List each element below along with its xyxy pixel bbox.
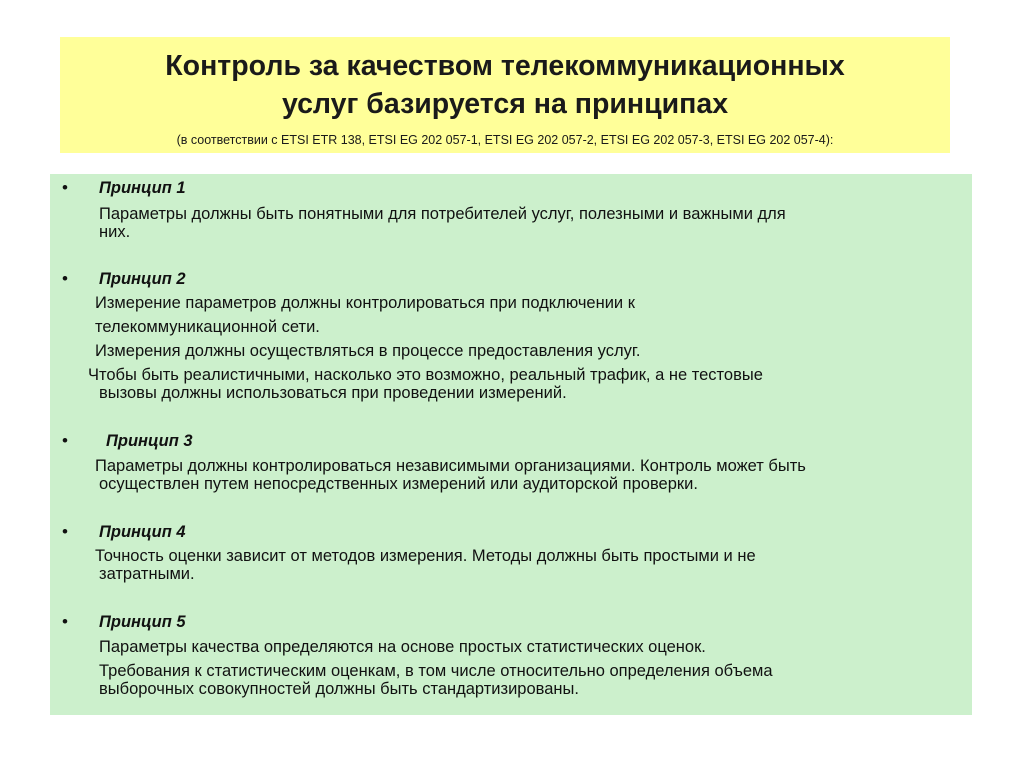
principles-box [50, 174, 972, 715]
principle-2-line-5: вызовы должны использоваться при проведении измерений. [99, 384, 567, 402]
principle-2-line-2: телекоммуникационной сети. [95, 318, 320, 336]
principle-1-heading: Принцип 1 [99, 179, 186, 197]
principle-5-line-3: выборочных совокупностей должны быть стандартизированы. [99, 680, 579, 698]
principle-2-line-4: Чтобы быть реалистичными, насколько это возможно, реальный трафик, а не тестовые [88, 366, 763, 384]
principle-3-line-1: Параметры должны контролироваться независимыми организациями. Контроль может быть [95, 457, 806, 475]
principle-1-line-2: них. [99, 223, 131, 241]
principle-5-line-2: Требования к статистическим оценкам, в том числе относительно определения объема [99, 662, 773, 680]
principle-3-line-2: осуществлен путем непосредственных измерений или аудиторской проверки. [99, 475, 698, 493]
principle-1-line-1: Параметры должны быть понятными для потребителей услуг, полезными и важными для [99, 205, 786, 223]
bullet-icon: • [62, 522, 68, 541]
principle-4-line-1: Точность оценки зависит от методов измерения. Методы должны быть простыми и не [95, 547, 756, 565]
principle-3-heading: Принцип 3 [106, 432, 193, 450]
bullet-icon: • [62, 612, 68, 631]
principle-2-heading: Принцип 2 [99, 270, 186, 288]
title-line-1: Контроль за качеством телекоммуникационных [165, 50, 845, 82]
bullet-icon: • [62, 178, 68, 197]
bullet-icon: • [62, 431, 68, 450]
principle-5-line-1: Параметры качества определяются на основе простых статистических оценок. [99, 638, 706, 656]
subtitle: (в соответствии с ETSI ETR 138, ETSI EG 202 057-1, ETSI EG 202 057-2, ETSI EG 202 057-3, ETSI EG 202 057-4): [176, 133, 834, 147]
principle-2-line-1: Измерение параметров должны контролироваться при подключении к [95, 294, 635, 312]
principle-4-line-2: затратными. [99, 565, 195, 583]
bullet-icon: • [62, 269, 68, 288]
title-box [60, 37, 950, 153]
title-line-2: услуг базируется на принципах [281, 88, 729, 120]
principle-5-heading: Принцип 5 [99, 613, 186, 631]
principle-4-heading: Принцип 4 [99, 523, 186, 541]
principle-2-line-3: Измерения должны осуществляться в процессе предоставления услуг. [95, 342, 641, 360]
